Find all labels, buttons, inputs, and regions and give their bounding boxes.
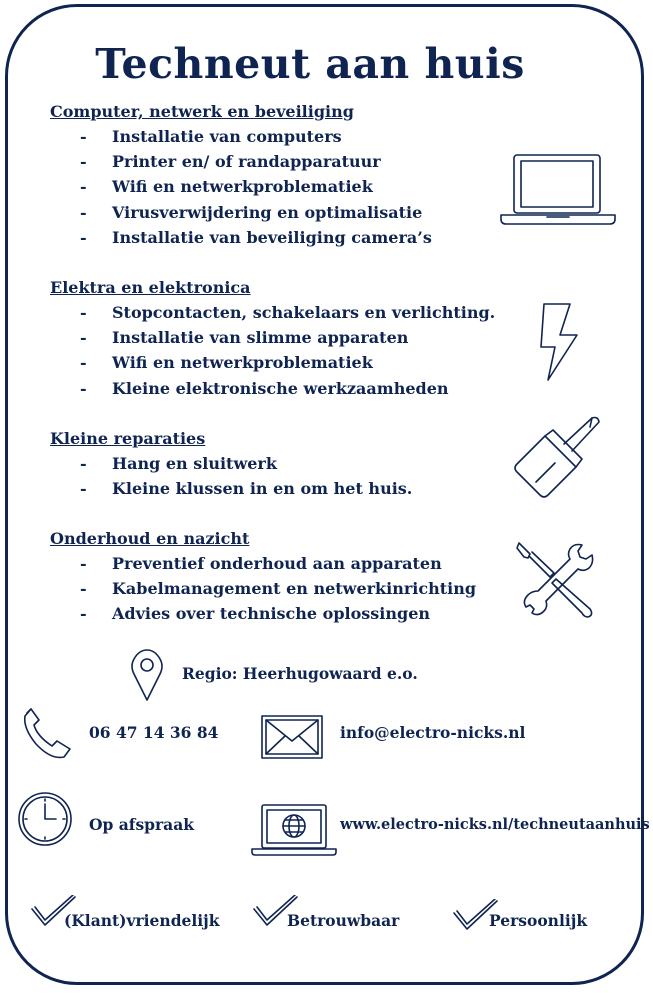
phone-icon	[21, 706, 73, 760]
section-heading: Kleine reparaties	[50, 429, 206, 448]
section-heading: Computer, netwerk en beveiliging	[50, 102, 354, 121]
section-list	[50, 124, 432, 250]
section-elektra	[50, 275, 495, 401]
bullet-dash: -	[80, 454, 87, 473]
section-onderhoud	[50, 526, 476, 627]
clock-icon	[17, 791, 73, 847]
list-item	[50, 200, 432, 225]
list-item	[50, 601, 476, 626]
bullet-dash: -	[80, 479, 87, 499]
list-item-text: Kleine elektronische werkzaamheden	[112, 378, 449, 398]
email-address[interactable]: info@electro-nicks.nl	[340, 723, 526, 742]
availability-text: Op afspraak	[89, 815, 195, 834]
list-item	[50, 225, 432, 250]
list-item-text: Installatie van beveiliging camera’s	[112, 227, 432, 247]
bullet-dash: -	[80, 604, 87, 624]
bullet-dash: -	[80, 303, 87, 322]
bullet-dash: -	[80, 579, 87, 599]
paint-brush-icon	[512, 414, 602, 504]
bullet-dash: -	[80, 202, 87, 222]
bullet-dash: -	[80, 554, 87, 573]
location-pin-icon	[130, 648, 164, 702]
trait-personal: Persoonlijk	[489, 911, 588, 930]
section-heading: Onderhoud en nazicht	[50, 529, 250, 548]
list-item	[50, 476, 412, 501]
phone-number[interactable]: 06 47 14 36 84	[89, 723, 219, 742]
bullet-dash: -	[80, 227, 87, 247]
list-item	[50, 300, 495, 325]
list-item-text: Wifi en netwerkproblematiek	[112, 177, 373, 197]
bullet-dash: -	[80, 353, 87, 373]
trait-reliable: Betrouwbaar	[287, 911, 400, 930]
section-computer	[50, 99, 432, 250]
list-item	[50, 124, 432, 149]
list-item-text: Wifi en netwerkproblematiek	[112, 353, 373, 373]
list-item-text: Installatie van computers	[112, 127, 342, 146]
trait-friendly: (Klant)vriendelijk	[64, 911, 220, 930]
list-item-text: Kabelmanagement en netwerkinrichting	[112, 579, 477, 599]
envelope-icon	[261, 715, 323, 759]
bullet-dash: -	[80, 152, 87, 172]
lightning-icon	[538, 301, 580, 383]
bullet-dash: -	[80, 378, 87, 398]
bullet-dash: -	[80, 328, 87, 348]
list-item	[50, 350, 495, 375]
section-list	[50, 300, 495, 401]
tools-icon	[516, 541, 596, 619]
list-item-text: Kleine klussen in en om het huis.	[112, 479, 413, 499]
section-list	[50, 451, 412, 501]
section-heading: Elektra en elektronica	[50, 278, 251, 297]
website-globe-icon	[251, 803, 337, 857]
list-item	[50, 576, 476, 601]
list-item	[50, 376, 495, 401]
section-reparaties	[50, 426, 412, 501]
list-item	[50, 174, 432, 199]
bullet-dash: -	[80, 177, 87, 197]
list-item-text: Installatie van slimme apparaten	[112, 328, 409, 348]
list-item	[50, 149, 432, 174]
list-item-text: Printer en/ of randapparatuur	[112, 152, 381, 172]
list-item	[50, 325, 495, 350]
list-item-text: Advies over technische oplossingen	[112, 604, 431, 624]
list-item	[50, 451, 412, 476]
list-item-text: Stopcontacten, schakelaars en verlichting.	[112, 303, 496, 322]
page-title: Techneut aan huis	[95, 40, 525, 88]
list-item	[50, 551, 476, 576]
list-item-text: Preventief onderhoud aan apparaten	[112, 554, 442, 573]
bullet-dash: -	[80, 127, 87, 146]
section-list	[50, 551, 476, 627]
laptop-icon	[499, 153, 617, 227]
website-link[interactable]: www.electro-nicks.nl/techneutaanhuis	[340, 816, 650, 833]
list-item-text: Virusverwijdering en optimalisatie	[112, 202, 423, 222]
list-item-text: Hang en sluitwerk	[112, 454, 277, 473]
region-text: Regio: Heerhugowaard e.o.	[182, 664, 418, 683]
